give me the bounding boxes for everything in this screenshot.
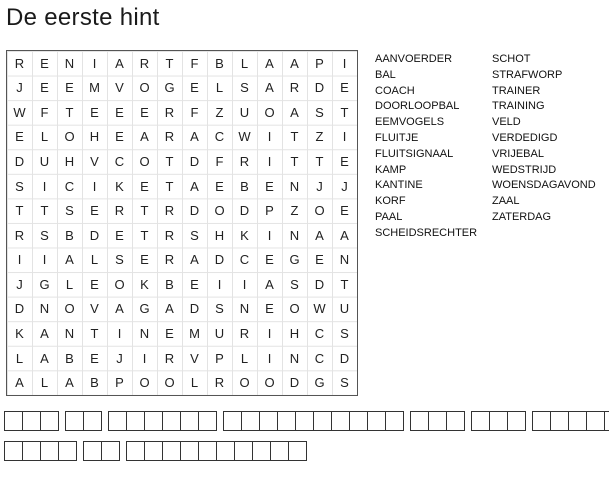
grid-cell[interactable]: W: [13, 104, 26, 120]
grid-cell[interactable]: B: [215, 55, 224, 71]
grid-cell[interactable]: N: [64, 55, 75, 71]
grid-cell[interactable]: T: [40, 203, 49, 219]
word-list-item: VERDEDIGD: [492, 131, 558, 144]
grid-cell[interactable]: N: [339, 252, 350, 268]
grid-cell[interactable]: R: [239, 326, 250, 342]
grid-cell[interactable]: R: [164, 104, 175, 120]
grid-cell[interactable]: C: [214, 129, 225, 145]
grid-cell[interactable]: C: [114, 154, 125, 170]
grid-cell[interactable]: I: [142, 350, 147, 366]
grid-cell[interactable]: M: [189, 326, 200, 342]
grid-cell[interactable]: P: [265, 203, 274, 219]
grid-cell[interactable]: I: [267, 154, 272, 170]
answer-letter-box[interactable]: [22, 411, 41, 431]
grid-cell[interactable]: D: [189, 203, 200, 219]
answer-letter-box[interactable]: [108, 411, 127, 431]
grid-cell[interactable]: Z: [315, 129, 324, 145]
grid-cell[interactable]: E: [165, 326, 174, 342]
grid-cell[interactable]: E: [115, 104, 124, 120]
grid-cell[interactable]: O: [214, 203, 225, 219]
grid-cell[interactable]: Z: [290, 203, 299, 219]
word-list-item: WOENSDAGAVOND: [492, 179, 596, 192]
answer-letter-box[interactable]: [40, 441, 59, 461]
grid-cell[interactable]: E: [265, 178, 274, 194]
grid-cell[interactable]: T: [340, 276, 349, 292]
word-list-item: COACH: [375, 84, 415, 97]
grid-cell[interactable]: C: [239, 252, 250, 268]
grid-cell[interactable]: E: [140, 104, 149, 120]
grid-cell[interactable]: S: [290, 276, 299, 292]
grid-cell[interactable]: R: [114, 203, 125, 219]
grid-cell[interactable]: I: [42, 252, 47, 268]
word-list-item: EEMVOGELS: [375, 116, 445, 129]
grid-cell[interactable]: C: [314, 326, 325, 342]
grid-cell[interactable]: B: [165, 276, 174, 292]
answer-letter-box[interactable]: [313, 411, 332, 431]
grid-cell[interactable]: O: [264, 375, 275, 391]
grid-cell[interactable]: E: [215, 178, 224, 194]
grid-cell[interactable]: T: [290, 129, 299, 145]
grid-cell[interactable]: D: [239, 203, 250, 219]
grid-cell[interactable]: E: [265, 301, 274, 317]
grid-cell[interactable]: I: [17, 252, 22, 268]
grid-cell[interactable]: W: [238, 129, 251, 145]
answer-letter-box[interactable]: [471, 411, 490, 431]
answer-letter-box[interactable]: [331, 411, 350, 431]
grid-cell[interactable]: T: [140, 227, 149, 243]
grid-cell[interactable]: Z: [215, 104, 224, 120]
grid-cell[interactable]: E: [90, 350, 99, 366]
grid-cell[interactable]: H: [89, 129, 100, 145]
grid-cell[interactable]: A: [190, 178, 199, 194]
grid-cell[interactable]: W: [313, 301, 326, 317]
grid-cell[interactable]: E: [140, 178, 149, 194]
word-list-column-1: [375, 52, 477, 242]
grid-cell[interactable]: F: [215, 154, 224, 170]
grid-cell[interactable]: T: [165, 178, 174, 194]
grid-cell[interactable]: T: [165, 154, 174, 170]
grid-cell[interactable]: S: [340, 326, 349, 342]
grid-cell[interactable]: S: [15, 178, 24, 194]
word-list-item: ZAAL: [492, 195, 520, 208]
grid-cell[interactable]: A: [40, 326, 49, 342]
grid-cell[interactable]: E: [115, 227, 124, 243]
answer-word: [532, 411, 609, 431]
grid-cell[interactable]: L: [65, 276, 74, 292]
grid-cell[interactable]: B: [240, 178, 249, 194]
grid-cell[interactable]: L: [190, 375, 199, 391]
grid-cell[interactable]: R: [164, 252, 175, 268]
grid-cell[interactable]: D: [14, 154, 25, 170]
grid-cell[interactable]: N: [239, 301, 250, 317]
answer-letter-box[interactable]: [4, 411, 23, 431]
answer-letter-box[interactable]: [295, 411, 314, 431]
grid-cell[interactable]: P: [215, 350, 224, 366]
answer-letter-box[interactable]: [532, 411, 551, 431]
grid-cell[interactable]: V: [115, 80, 124, 96]
answer-letter-box[interactable]: [270, 441, 289, 461]
answer-letter-box[interactable]: [507, 411, 526, 431]
grid-cell[interactable]: O: [139, 80, 150, 96]
grid-cell[interactable]: T: [165, 55, 174, 71]
grid-cell[interactable]: E: [90, 203, 99, 219]
grid-cell[interactable]: U: [239, 104, 250, 120]
grid-cell[interactable]: H: [214, 227, 225, 243]
grid-cell[interactable]: N: [64, 326, 75, 342]
grid-cell[interactable]: E: [140, 252, 149, 268]
grid-cell[interactable]: R: [164, 227, 175, 243]
answer-letter-box[interactable]: [180, 411, 199, 431]
grid-cell[interactable]: R: [164, 350, 175, 366]
grid-cell[interactable]: L: [15, 350, 24, 366]
word-search-grid[interactable]: [6, 50, 358, 396]
answer-letter-box[interactable]: [277, 411, 296, 431]
answer-row-2: [4, 441, 306, 461]
grid-cell[interactable]: E: [40, 55, 49, 71]
word-list-item: AANVOERDER: [375, 53, 453, 65]
grid-cell[interactable]: N: [289, 350, 300, 366]
answer-letter-box[interactable]: [550, 411, 569, 431]
answer-letter-box[interactable]: [385, 411, 404, 431]
grid-cell[interactable]: K: [240, 227, 249, 243]
grid-cell[interactable]: S: [40, 227, 49, 243]
grid-cell[interactable]: L: [215, 80, 224, 96]
grid-cell[interactable]: E: [340, 80, 349, 96]
answer-letter-box[interactable]: [489, 411, 508, 431]
word-list-item: FLUITJE: [375, 131, 419, 144]
answer-letter-box[interactable]: [144, 411, 163, 431]
word-list-item: PAAL: [375, 210, 403, 223]
grid-cell[interactable]: C: [64, 178, 75, 194]
grid-cell[interactable]: D: [14, 301, 25, 317]
grid-cell[interactable]: L: [40, 129, 49, 145]
grid-cell[interactable]: L: [240, 350, 249, 366]
grid-cell[interactable]: E: [90, 276, 99, 292]
grid-cell[interactable]: D: [314, 80, 325, 96]
answer-letter-box[interactable]: [241, 411, 260, 431]
grid-cell[interactable]: J: [16, 276, 23, 292]
grid-cell[interactable]: A: [165, 301, 174, 317]
answer-letter-box[interactable]: [234, 441, 253, 461]
grid-cell[interactable]: I: [117, 326, 122, 342]
word-list-item: KANTINE: [375, 179, 423, 192]
grid-cell[interactable]: I: [92, 55, 97, 71]
grid-cell[interactable]: A: [265, 276, 274, 292]
answer-letter-box[interactable]: [58, 441, 77, 461]
grid-cell[interactable]: D: [89, 227, 100, 243]
grid-cell[interactable]: U: [214, 326, 225, 342]
grid-cell[interactable]: H: [289, 326, 300, 342]
grid-cell[interactable]: O: [239, 375, 250, 391]
grid-cell[interactable]: A: [190, 129, 199, 145]
grid-cell[interactable]: S: [65, 203, 74, 219]
grid-cell[interactable]: N: [289, 178, 300, 194]
grid-cell[interactable]: J: [116, 350, 123, 366]
answer-letter-box[interactable]: [428, 411, 447, 431]
grid-cell[interactable]: A: [140, 129, 149, 145]
grid-cell[interactable]: H: [64, 154, 75, 170]
grid-cell[interactable]: G: [289, 252, 300, 268]
answer-letter-box[interactable]: [367, 411, 386, 431]
word-list-item: KAMP: [375, 163, 407, 176]
grid-cell[interactable]: I: [342, 55, 347, 71]
grid-cell[interactable]: A: [290, 104, 299, 120]
answer-letter-box[interactable]: [198, 441, 217, 461]
grid-cell[interactable]: S: [240, 80, 249, 96]
page-title: De eerste hint: [6, 4, 160, 31]
grid-cell[interactable]: O: [139, 375, 150, 391]
word-list-item: VRIJEBAL: [492, 147, 544, 160]
answer-letter-box[interactable]: [446, 411, 465, 431]
answer-letter-box[interactable]: [83, 441, 102, 461]
grid-cell[interactable]: R: [289, 80, 300, 96]
grid-cell[interactable]: E: [90, 104, 99, 120]
grid-cell[interactable]: D: [289, 375, 300, 391]
word-list-item: TRAINER: [492, 84, 541, 97]
grid-cell[interactable]: E: [190, 276, 199, 292]
grid-cell[interactable]: E: [265, 252, 274, 268]
word-list-item: DOORLOOPBAL: [375, 100, 460, 113]
grid-cell[interactable]: A: [65, 252, 74, 268]
word-list-item: WEDSTRIJD: [492, 163, 557, 176]
grid-cell[interactable]: L: [40, 375, 49, 391]
grid-cell[interactable]: E: [15, 129, 24, 145]
grid-cell[interactable]: N: [39, 301, 50, 317]
answer-letter-box[interactable]: [126, 441, 145, 461]
grid-cell[interactable]: F: [40, 104, 49, 120]
grid-cell[interactable]: T: [290, 154, 299, 170]
answer-letter-box[interactable]: [180, 441, 199, 461]
grid-cell[interactable]: U: [339, 301, 350, 317]
answer-letter-box[interactable]: [223, 411, 242, 431]
answer-letter-box[interactable]: [101, 441, 120, 461]
grid-cell[interactable]: O: [64, 129, 75, 145]
word-list-item: BAL: [375, 68, 396, 81]
answer-row-1: [4, 411, 609, 431]
grid-cell[interactable]: I: [242, 276, 247, 292]
grid-cell[interactable]: O: [164, 375, 175, 391]
grid-cell[interactable]: I: [267, 326, 272, 342]
grid-cell[interactable]: O: [264, 104, 275, 120]
grid-cell[interactable]: A: [115, 301, 124, 317]
grid-cell[interactable]: E: [340, 154, 349, 170]
answer-word: [126, 441, 306, 461]
grid-cell[interactable]: E: [190, 80, 199, 96]
answer-letter-box[interactable]: [568, 411, 587, 431]
grid-cell[interactable]: P: [115, 375, 124, 391]
grid-cell[interactable]: G: [164, 80, 175, 96]
grid-cell[interactable]: E: [315, 252, 324, 268]
answer-word: [223, 411, 403, 431]
answer-letter-box[interactable]: [40, 411, 59, 431]
grid-cell[interactable]: T: [315, 154, 324, 170]
answer-word: [4, 441, 76, 461]
grid-cell[interactable]: R: [164, 129, 175, 145]
grid-cell[interactable]: R: [14, 55, 25, 71]
grid-cell[interactable]: V: [90, 301, 99, 317]
grid-cell[interactable]: E: [65, 80, 74, 96]
answer-letter-box[interactable]: [216, 441, 235, 461]
grid-cell[interactable]: J: [16, 80, 23, 96]
grid-cell[interactable]: S: [315, 104, 324, 120]
answer-letter-box[interactable]: [4, 441, 23, 461]
grid-cell[interactable]: J: [341, 178, 348, 194]
grid-cell[interactable]: G: [139, 301, 150, 317]
grid-cell[interactable]: I: [267, 350, 272, 366]
grid-cell[interactable]: R: [14, 227, 25, 243]
answer-letter-box[interactable]: [144, 441, 163, 461]
grid-cell[interactable]: O: [289, 301, 300, 317]
answer-letter-box[interactable]: [198, 411, 217, 431]
grid-cell[interactable]: N: [289, 227, 300, 243]
grid-cell[interactable]: I: [42, 178, 47, 194]
grid-cell[interactable]: T: [15, 203, 24, 219]
grid-cell[interactable]: K: [140, 276, 149, 292]
answer-letter-box[interactable]: [288, 441, 307, 461]
grid-cell[interactable]: F: [190, 55, 199, 71]
grid-cell[interactable]: I: [267, 129, 272, 145]
grid-cell[interactable]: D: [214, 252, 225, 268]
answer-letter-box[interactable]: [410, 411, 429, 431]
grid-cell[interactable]: O: [139, 154, 150, 170]
answer-letter-box[interactable]: [162, 441, 181, 461]
word-list-item: KORF: [375, 195, 406, 208]
grid-cell[interactable]: A: [190, 252, 199, 268]
answer-letter-box[interactable]: [259, 411, 278, 431]
grid-cell[interactable]: I: [342, 129, 347, 145]
grid-cell[interactable]: D: [189, 154, 200, 170]
answer-word: [471, 411, 525, 431]
grid-cell[interactable]: A: [40, 350, 49, 366]
grid-cell[interactable]: A: [340, 227, 349, 243]
grid-cell[interactable]: T: [340, 104, 349, 120]
grid-cell[interactable]: U: [39, 154, 50, 170]
grid-cell[interactable]: F: [190, 104, 199, 120]
grid-cell[interactable]: T: [65, 104, 74, 120]
grid-cell[interactable]: A: [265, 80, 274, 96]
answer-letter-box[interactable]: [252, 441, 271, 461]
grid-cell[interactable]: N: [139, 326, 150, 342]
grid-cell[interactable]: K: [15, 326, 24, 342]
word-list-item: VELD: [492, 116, 521, 129]
grid-cell[interactable]: R: [214, 375, 225, 391]
grid-cell[interactable]: G: [314, 375, 325, 391]
grid-cell[interactable]: B: [65, 227, 74, 243]
grid-cell[interactable]: V: [190, 350, 199, 366]
grid-cell[interactable]: I: [217, 276, 222, 292]
grid-cell[interactable]: I: [92, 178, 97, 194]
answer-letter-box[interactable]: [83, 411, 102, 431]
grid-cell[interactable]: B: [65, 350, 74, 366]
word-list-item: SCHOT: [492, 53, 531, 65]
answer-word: [4, 411, 58, 431]
grid-cell[interactable]: O: [114, 276, 125, 292]
word-list-item: TRAINING: [492, 100, 545, 113]
answer-word: [108, 411, 216, 431]
grid-cell[interactable]: C: [314, 350, 325, 366]
grid-cell[interactable]: A: [290, 55, 299, 71]
answer-letter-box[interactable]: [65, 411, 84, 431]
grid-cell[interactable]: P: [315, 55, 324, 71]
word-list-item: STRAFWORP: [492, 68, 563, 81]
grid-cell[interactable]: R: [139, 55, 150, 71]
answer-letter-box[interactable]: [126, 411, 145, 431]
answer-letter-box[interactable]: [349, 411, 368, 431]
answer-word: [410, 411, 464, 431]
grid-cell[interactable]: A: [115, 55, 124, 71]
answer-letter-box[interactable]: [22, 441, 41, 461]
grid-cell[interactable]: S: [190, 227, 199, 243]
grid-cell[interactable]: A: [315, 227, 324, 243]
word-list-item: ZATERDAG: [492, 210, 552, 223]
grid-cell[interactable]: A: [265, 55, 274, 71]
grid-cell[interactable]: T: [140, 203, 149, 219]
answer-letter-box[interactable]: [162, 411, 181, 431]
grid-cell[interactable]: E: [340, 203, 349, 219]
grid-cell[interactable]: B: [90, 375, 99, 391]
grid-cell[interactable]: L: [90, 252, 99, 268]
grid-cell[interactable]: A: [15, 375, 24, 391]
grid-cell[interactable]: L: [240, 55, 249, 71]
answer-letter-box[interactable]: [604, 411, 609, 431]
grid-cell[interactable]: S: [115, 252, 124, 268]
grid-cell[interactable]: J: [316, 178, 323, 194]
grid-cell[interactable]: V: [90, 154, 99, 170]
grid-cell[interactable]: K: [115, 178, 124, 194]
grid-cell[interactable]: E: [115, 129, 124, 145]
answer-word: [65, 411, 101, 431]
grid-cell[interactable]: G: [39, 276, 50, 292]
grid-cell[interactable]: D: [189, 301, 200, 317]
grid-cell[interactable]: O: [64, 301, 75, 317]
grid-cell[interactable]: D: [314, 276, 325, 292]
grid-cell[interactable]: E: [40, 80, 49, 96]
grid-cell[interactable]: S: [340, 375, 349, 391]
word-list-item: SCHEIDSRECHTER: [375, 226, 478, 239]
grid-cell[interactable]: R: [239, 154, 250, 170]
grid-cell[interactable]: T: [90, 326, 99, 342]
word-list-column-2: [492, 52, 596, 226]
grid-cell[interactable]: M: [89, 80, 100, 96]
answer-letter-box[interactable]: [586, 411, 605, 431]
grid-cell[interactable]: A: [65, 375, 74, 391]
grid-cell[interactable]: D: [339, 350, 350, 366]
grid-cell[interactable]: I: [267, 227, 272, 243]
answer-word: [83, 441, 119, 461]
grid-cell[interactable]: R: [164, 203, 175, 219]
grid-cell[interactable]: O: [314, 203, 325, 219]
grid-cell[interactable]: S: [215, 301, 224, 317]
word-list-item: FLUITSIGNAAL: [375, 147, 454, 160]
